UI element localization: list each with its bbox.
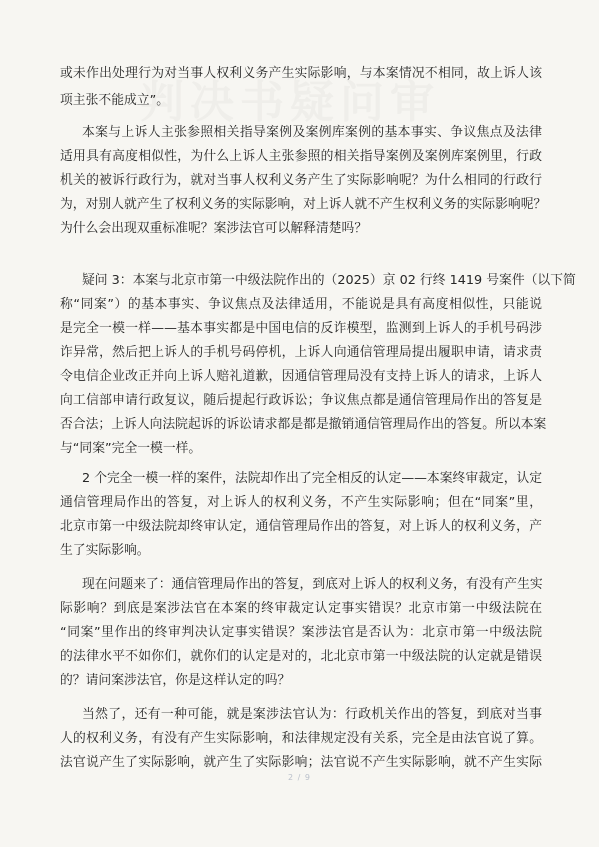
text-line: 现在问题来了：通信管理局作出的答复，到底对上诉人的权利义务，有没有产生实	[82, 577, 543, 592]
text-line: 否合法；上诉人向法院起诉的诉讼请求都是都是撤销通信管理局作出的答复。所以本案	[60, 417, 547, 432]
text-line: “同案”里作出的终审判决认定事实错误？案涉法官是否认为：北京市第一中级法院	[60, 625, 542, 640]
text-line: 疑问 3：本案与北京市第一中级法院作出的（2025）京 02 行终 1419 号案件（以下简	[82, 273, 576, 288]
text-line: 为，对别人就产生了权利义务的实际影响，对上诉人就不产生权利义务的实际影响呢？	[60, 197, 547, 212]
text-line: 与“同案”完全一模一样。	[60, 441, 202, 456]
text-line: 法官说产生了实际影响，就产生了实际影响；法官说不产生实际影响，就不产生实际	[60, 755, 542, 770]
text-line: 当然了，还有一种可能，就是案涉法官认为：行政机关作出的答复，到底对当事	[82, 707, 542, 722]
text-line: 为什么会出现双重标准呢？案涉法官可以解释清楚吗？	[60, 221, 368, 236]
text-line: 向工信部申请行政复议，随后提起行政诉讼；争议焦点都是通信管理局作出的答复是	[60, 393, 542, 408]
text-line: 人的权利义务，有没有产生实际影响，和法律规定没有关系，完全是由法官说了算。	[60, 731, 542, 746]
text-line: 生了实际影响。	[60, 543, 150, 558]
text-line: 是完全一模一样——基本事实都是中国电信的反诈模型，监测到上诉人的手机号码涉	[60, 321, 542, 336]
text-line: 本案与上诉人主张参照相关指导案例及案例库案例的基本事实、争议焦点及法律	[82, 125, 542, 140]
text-line: 的法律水平不如你们，就你们的认定是对的，北北京市第一中级法院的认定就是错误	[60, 649, 542, 664]
text-line: 诈异常，然后把上诉人的手机号码停机，上诉人向通信管理局提出履职申请，请求责	[60, 345, 542, 360]
text-line: 或未作出处理行为对当事人权利义务产生实际影响，与本案情况不相同，故上诉人该	[60, 66, 542, 81]
text-line: 通信管理局作出的答复，对上诉人的权利义务，不产生实际影响；但在“同案”里，	[60, 495, 542, 510]
text-line: 机关的被诉行政行为，就对当事人权利义务产生了实际影响呢？为什么相同的行政行	[60, 173, 542, 188]
text-line: 项主张不能成立”。	[60, 93, 170, 108]
text-line: 适用具有高度相似性，为什么上诉人主张参照的相关指导案例及案例库案例里，行政	[60, 149, 542, 164]
text-line: 的？请问案涉法官，你是这样认定的吗？	[60, 673, 291, 688]
text-line: 令电信企业改正并向上诉人赔礼道歉，因通信管理局没有支持上诉人的请求，上诉人	[60, 369, 542, 384]
page-number: 2 / 9	[288, 773, 311, 782]
text-line: 北京市第一中级法院却终审认定，通信管理局作出的答复，对上诉人的权利义务，产	[60, 519, 542, 534]
watermark-text: 判决书疑问审	[140, 77, 440, 128]
text-line: 2 个完全一模一样的案件，法院却作出了完全相反的认定——本案终审裁定，认定	[82, 471, 543, 486]
text-line: 际影响？到底是案涉法官在本案的终审裁定认定事实错误？北京市第一中级法院在	[60, 601, 542, 616]
text-line: 称“同案”）的基本事实、争议焦点及法律适用，不能说是具有高度相似性，只能说	[60, 297, 542, 312]
